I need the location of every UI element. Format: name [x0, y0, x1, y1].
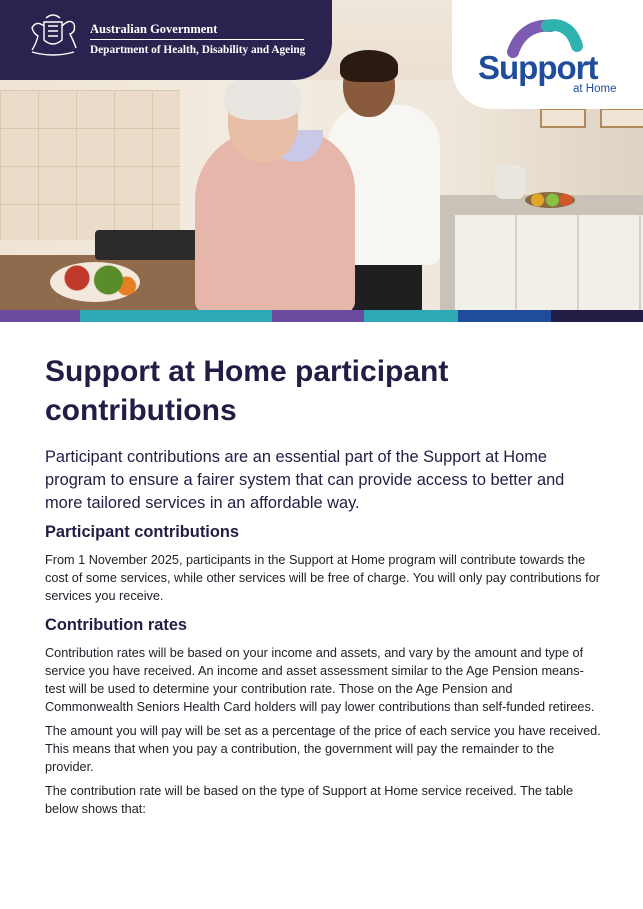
paragraph: The amount you will pay will be set as a percentage of the price of each service you have received. This means that when you pay a contribution, the government will pay the remainder to the provider.	[45, 724, 601, 774]
department-name: Department of Health, Disability and Ageing	[90, 44, 306, 56]
stripe-segment	[272, 310, 364, 322]
section-heading-participant-contributions: Participant contributions	[45, 523, 239, 541]
kitchen-tiles	[0, 90, 180, 240]
colour-stripe	[0, 310, 643, 322]
kitchen-cupboard	[455, 215, 643, 312]
stripe-segment	[80, 310, 272, 322]
carer-figure-legs	[352, 258, 422, 312]
older-woman-hair	[224, 74, 302, 120]
logo-wordmark: Support	[478, 49, 598, 86]
stripe-segment	[0, 310, 80, 322]
logo-subtitle: at Home	[573, 83, 617, 95]
paragraph: The contribution rate will be based on the type of Support at Home service received. The table below shows that:	[45, 784, 574, 816]
stripe-segment	[551, 310, 643, 322]
kettle	[495, 165, 525, 199]
government-header	[0, 0, 332, 80]
carer-figure-hair	[340, 50, 398, 82]
section-heading-contribution-rates: Contribution rates	[45, 616, 188, 634]
paragraph: Contribution rates will be based on your income and assets, and vary by the amount and type of service you have received. An income and asset assessment similar to the Age Pension means-test will be used to determine your contribution rate. Those on the Age Pension and Commonwealth Seniors Health Card holders will pay lower contributions than self-funded retirees.	[45, 646, 595, 714]
fruit-bowl	[525, 192, 575, 208]
header-divider	[90, 39, 304, 40]
wall-picture-frame	[540, 108, 586, 128]
vegetable-plate	[50, 262, 140, 302]
paragraph: From 1 November 2025, participants in the Support at Home program will contribute towards the cost of some services, while other services will be free of charge. You will only pay contributions for services you receive.	[45, 553, 600, 603]
wall-picture-frame	[600, 108, 643, 128]
lead-paragraph: Participant contributions are an essential part of the Support at Home program to ensure a fairer system that can provide access to better and more tailored services in an affordable way.	[45, 448, 565, 512]
coat-of-arms-icon	[22, 12, 84, 58]
government-name: Australian Government	[90, 22, 218, 36]
stripe-segment	[458, 310, 551, 322]
document-body	[45, 352, 603, 818]
stripe-segment	[364, 310, 458, 322]
page-title: Support at Home participant contributions	[45, 355, 449, 427]
